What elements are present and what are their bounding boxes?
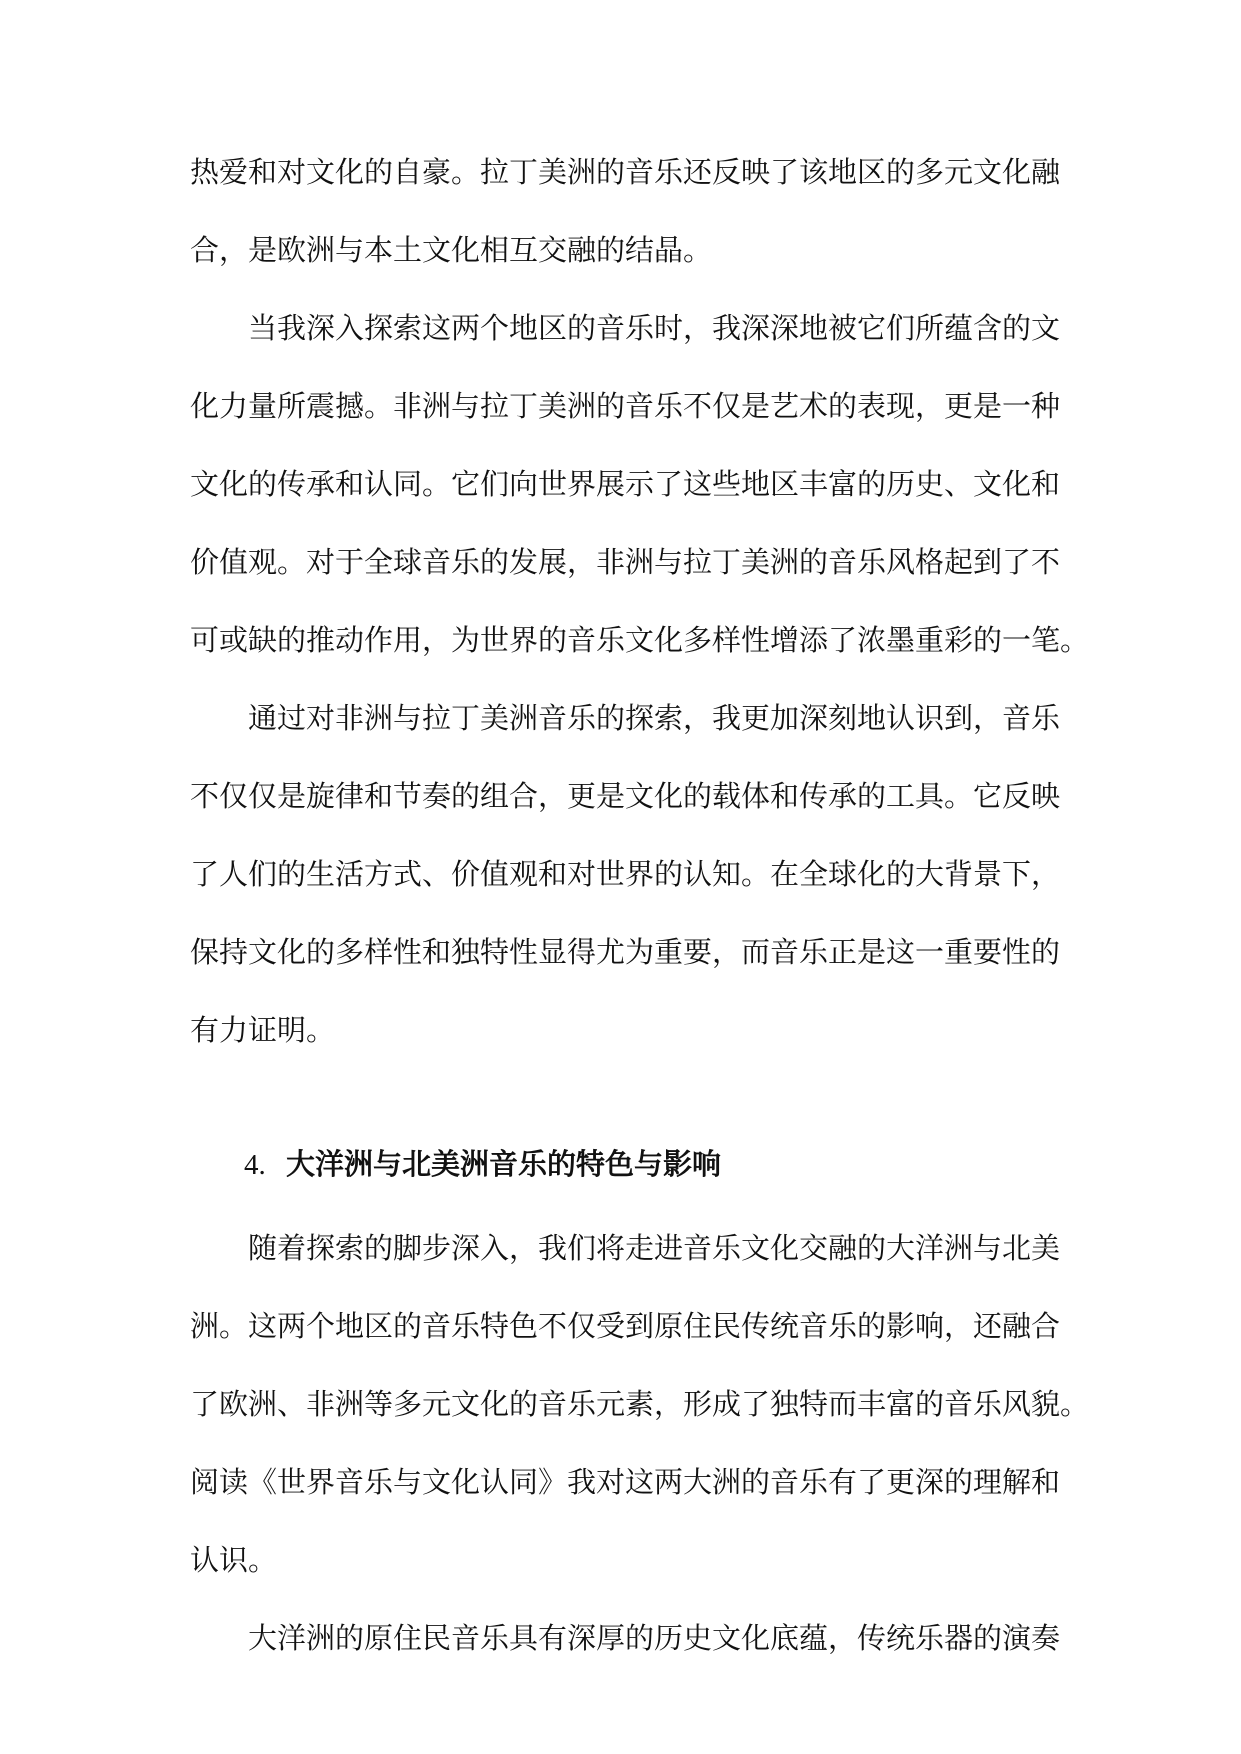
section-title: 大洋洲与北美洲音乐的特色与影响 — [286, 1147, 722, 1181]
text-line: 文化的传承和认同。它们向世界展示了这些地区丰富的历史、文化和 — [190, 467, 1061, 501]
text-line: 洲。这两个地区的音乐特色不仅受到原住民传统音乐的影响，还融合 — [190, 1309, 1061, 1343]
text-line: 化力量所震撼。非洲与拉丁美洲的音乐不仅是艺术的表现，更是一种 — [190, 389, 1061, 423]
text-line: 可或缺的推动作用，为世界的音乐文化多样性增添了浓墨重彩的一笔。 — [190, 623, 1090, 657]
text-line: 大洋洲的原住民音乐具有深厚的历史文化底蕴，传统乐器的演奏 — [248, 1621, 1061, 1655]
text-line: 不仅仅是旋律和节奏的组合，更是文化的载体和传承的工具。它反映 — [190, 779, 1061, 813]
text-line: 价值观。对于全球音乐的发展，非洲与拉丁美洲的音乐风格起到了不 — [190, 545, 1061, 579]
text-line: 保持文化的多样性和独特性显得尤为重要，而音乐正是这一重要性的 — [190, 935, 1061, 969]
paragraph — [190, 1614, 1061, 1692]
text-line: 随着探索的脚步深入，我们将走进音乐文化交融的大洋洲与北美 — [248, 1231, 1061, 1265]
text-line: 通过对非洲与拉丁美洲音乐的探索，我更加深刻地认识到，音乐 — [248, 701, 1061, 735]
text-line: 有力证明。 — [190, 1013, 336, 1047]
paragraph — [190, 148, 1061, 304]
text-line: 了欧洲、非洲等多元文化的音乐元素，形成了独特而丰富的音乐风貌。 — [190, 1387, 1090, 1421]
paragraph — [190, 304, 1090, 694]
section-heading — [190, 1140, 1052, 1224]
document-page — [190, 148, 1090, 1692]
paragraph — [190, 1224, 1090, 1614]
text-line: 认识。 — [190, 1543, 278, 1577]
text-line: 合，是欧洲与本土文化相互交融的结晶。 — [190, 233, 713, 267]
section-number: 4. — [244, 1149, 266, 1181]
text-line: 热爱和对文化的自豪。拉丁美洲的音乐还反映了该地区的多元文化融 — [190, 155, 1061, 189]
text-line: 了人们的生活方式、价值观和对世界的认知。在全球化的大背景下， — [190, 857, 1061, 891]
text-line: 阅读《世界音乐与文化认同》我对这两大洲的音乐有了更深的理解和 — [190, 1465, 1061, 1499]
paragraph — [190, 694, 1061, 1084]
text-line: 当我深入探索这两个地区的音乐时，我深深地被它们所蕴含的文 — [248, 311, 1061, 345]
